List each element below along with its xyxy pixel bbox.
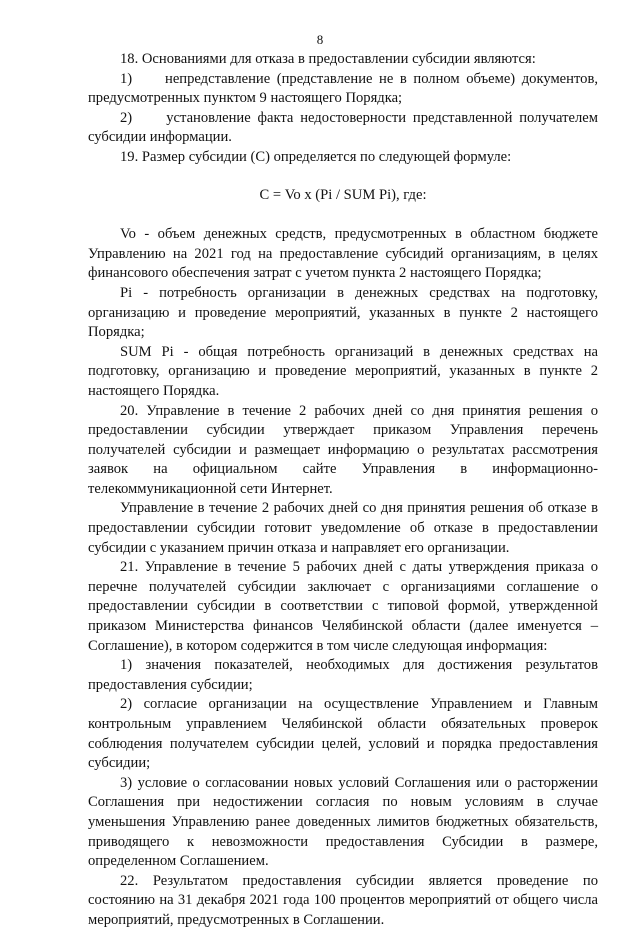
paragraph-18: 18. Основаниями для отказа в предоставлении субсидии являются: xyxy=(120,51,536,67)
formula: С = Vo x (Pi / SUM Pi), где: xyxy=(259,186,427,203)
list-item-21-2: 2) согласие организации на осуществление Управлением и Главным контрольным управлением Челябинской области обязательных проверок соблюдения получателем субсидии целей, условий и порядка предоставления субсидии; xyxy=(88,696,598,772)
paragraph-22: 22. Результатом предоставления субсидии является проведение по состоянию на 31 декабря 2021 года 100 процентов мероприятий от общего числа мероприятий, предусмотренных в Соглашении. xyxy=(88,872,598,928)
list-item-18-2: 2) установление факта недостоверности представленной получателем субсидии информации. xyxy=(88,109,598,146)
definition-pi: Pi - потребность организации в денежных средствах на подготовку, организацию и проведение мероприятий, указанных в пункте 2 настоящего Порядка; xyxy=(88,284,598,341)
paragraph-20-refusal: Управление в течение 2 рабочих дней со дня принятия решения об отказе в предоставлении субсидии готовит уведомление об отказе в предоставлении субсидии с указанием причин отказа и направляет его организации. xyxy=(88,500,598,556)
document-body xyxy=(88,50,598,931)
list-item-18-1: 1) непредставление (представление не в полном объеме) документов, предусмотренных пунктом 9 настоящего Порядка; xyxy=(88,70,598,107)
paragraph-21: 21. Управление в течение 5 рабочих дней с даты утверждения приказа о перечне получателей субсидии заключает с организациями соглашение о предоставлении субсидии в соответствии с типовой формой, утвержденной приказом Министерства финансов Челябинской области (далее именуется – Соглашение), в котором содержится в том числе следующая информация: xyxy=(88,559,598,654)
paragraph-19: 19. Размер субсидии (С) определяется по следующей формуле: xyxy=(120,148,512,165)
definition-vo: Vo - объем денежных средств, предусмотренных в областном бюджете Управлению на 2021 год на предоставление субсидий организациям, в целях финансового обеспечения затрат с учетом пункта 2 настоящего Порядка; xyxy=(88,226,598,282)
list-item-21-3: 3) условие о согласовании новых условий Соглашения или о расторжении Соглашения при недостижении согласия по новым условиям в случае уменьшения Управлению ранее доведенных лимитов бюджетных обязательств, приводящего к невозможности предоставления Субсидии в размере, определенном Соглашением. xyxy=(88,774,598,870)
paragraph-20: 20. Управление в течение 2 рабочих дней со дня принятия решения о предоставлении субсидии утверждает приказом Управления перечень получателей субсидии и размещает информацию о результатах рассмотрения заявок на официальном сайте Управления в информационно-телекоммуникационной сети Интернет. xyxy=(88,402,598,497)
list-item-21-1: 1) значения показателей, необходимых для достижения результатов предоставления субсидии; xyxy=(88,657,598,693)
page-number: 8 xyxy=(316,32,324,47)
definition-sum-pi: SUM Pi - общая потребность организаций в денежных средствах на подготовку, организацию и проведение мероприятий, указанных в пункте 2 настоящего Порядка. xyxy=(88,343,598,399)
